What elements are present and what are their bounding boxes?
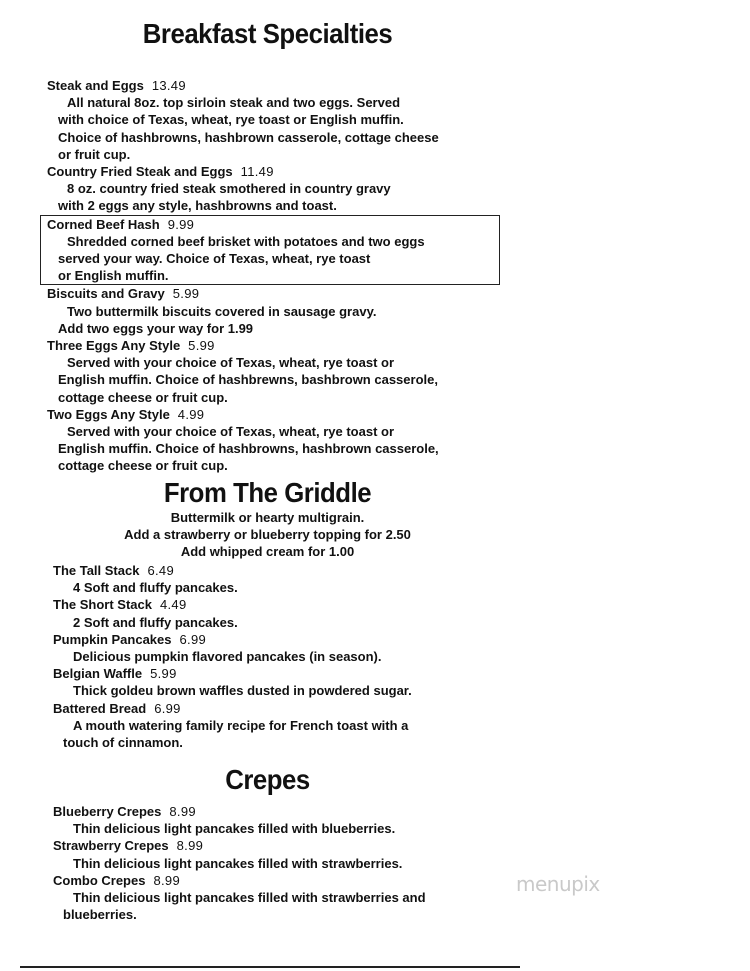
menu-item-description: All natural 8oz. top sirloin steak and two eggs. Served (67, 95, 401, 111)
menu-item (47, 285, 500, 337)
menu-item-name: Steak and Eggs (47, 78, 144, 93)
menu-item-price: 4.99 (177, 406, 205, 422)
menu-item-name: Blueberry Crepes (53, 804, 162, 819)
menu-item-name: Battered Bread (53, 700, 147, 716)
menu-item-description: 8 oz. country fried steak smothered in country gravy (67, 181, 391, 197)
menu-item (53, 837, 426, 871)
menu-item (47, 406, 500, 475)
menu-item (53, 665, 412, 699)
menu-item-header (53, 562, 412, 579)
menu-item-header (47, 216, 499, 233)
menu-item-price: 4.49 (159, 597, 187, 613)
menu-item-description: cottage cheese or fruit cup. (58, 389, 228, 405)
menu-item-description: cottage cheese or fruit cup. (58, 458, 228, 474)
menu-item-header (53, 803, 426, 820)
menu-item-name: Combo Crepes (53, 872, 146, 888)
menu-item-name: Strawberry Crepes (53, 838, 169, 854)
griddle-section (53, 562, 412, 751)
menu-item (47, 77, 500, 163)
menu-item-price: 5.99 (172, 286, 200, 302)
menu-item-description: English muffin. Choice of hashbrewns, bashbrown casserole, (58, 372, 438, 388)
menu-item-header (53, 700, 412, 717)
menu-item-name: Two Eggs Any Style (47, 406, 170, 422)
menu-item-price: 8.99 (176, 838, 204, 854)
menu-item-description: touch of cinnamon. (63, 735, 183, 751)
menu-item-price: 6.99 (179, 631, 207, 647)
griddle-title: From The Griddle (163, 477, 372, 508)
menu-item-description: Two buttermilk biscuits covered in sausage gravy. (67, 303, 377, 319)
griddle-subtitle-line: Buttermilk or hearty multigrain. (170, 510, 365, 525)
menu-item-name: Pumpkin Pancakes (53, 631, 172, 647)
menu-item-description: with 2 eggs any style, hashbrowns and toast. (58, 198, 337, 214)
menu-item-description: English muffin. Choice of hashbrowns, hashbrown casserole, (58, 441, 439, 457)
menu-item-description: 4 Soft and fluffy pancakes. (73, 580, 238, 596)
griddle-subtitle-line: Add a strawberry or blueberry topping for 2.50 (124, 527, 411, 542)
menu-item-description: Served with your choice of Texas, wheat, rye toast or (67, 355, 395, 371)
menu-item (40, 215, 500, 286)
menu-item-description: A mouth watering family recipe for French toast with a (73, 717, 409, 733)
menu-item (53, 631, 412, 665)
crepes-title: Crepes (225, 764, 310, 795)
watermark-logo: menupix (516, 872, 600, 896)
menu-item-description: Served with your choice of Texas, wheat, rye toast or (67, 424, 395, 440)
menu-item (53, 872, 426, 924)
menu-item-description: 2 Soft and fluffy pancakes. (73, 614, 238, 630)
menu-item-price: 9.99 (167, 216, 195, 232)
menu-item-price: 6.99 (154, 700, 181, 716)
menu-item-description: or English muffin. (58, 268, 169, 284)
menu-item-price: 11.49 (240, 164, 274, 180)
breakfast-section (47, 77, 500, 475)
menu-item-price: 8.99 (153, 872, 180, 888)
menu-item-name: Biscuits and Gravy (47, 286, 165, 302)
menu-item-price: 8.99 (169, 804, 196, 819)
menu-item-price: 13.49 (151, 78, 186, 93)
menu-item-description: Thin delicious light pancakes filled with strawberries. (73, 855, 403, 871)
crepes-section (53, 803, 426, 923)
menu-item-description: served your way. Choice of Texas, wheat, rye toast (58, 251, 371, 267)
menu-item-name: Belgian Waffle (53, 666, 143, 682)
menu-item-description: Delicious pumpkin flavored pancakes (in season). (73, 649, 382, 665)
menu-item-name: The Tall Stack (53, 563, 140, 578)
menu-item (53, 562, 412, 596)
menu-item-price: 5.99 (150, 666, 177, 682)
menu-item (53, 596, 412, 630)
menu-item-price: 6.49 (147, 563, 174, 578)
menu-item-header (47, 406, 500, 423)
menu-item-description: Thin delicious light pancakes filled with strawberries and (73, 890, 426, 906)
breakfast-title: Breakfast Specialties (142, 18, 393, 49)
menu-item-header (47, 77, 500, 94)
menu-item-name: Corned Beef Hash (47, 216, 160, 232)
menu-item-header (47, 163, 500, 180)
menu-item-description: Thin delicious light pancakes filled with blueberries. (73, 821, 396, 837)
menu-item-description: blueberries. (63, 907, 137, 923)
menu-item-description: Choice of hashbrowns, hashbrown casserole, cottage cheese (58, 129, 439, 145)
menu-item-description: Add two eggs your way for 1.99 (58, 320, 254, 336)
menu-item-name: Three Eggs Any Style (47, 338, 181, 354)
menu-item-header (47, 285, 500, 302)
griddle-subtitle (0, 509, 535, 560)
menu-item-header (53, 665, 412, 682)
menu-item-header (53, 837, 426, 854)
menu-item (53, 700, 412, 752)
menu-item (53, 803, 426, 837)
menu-item-header (53, 631, 412, 648)
griddle-subtitle-line: Add whipped cream for 1.00 (180, 544, 355, 559)
bottom-divider (20, 966, 520, 968)
menu-item-name: Country Fried Steak and Eggs (47, 164, 233, 180)
menu-item-header (47, 337, 500, 354)
menu-item-description: Thick goldeu brown waffles dusted in powdered sugar. (73, 683, 412, 699)
menu-item-header (53, 872, 426, 889)
menu-item-header (53, 596, 412, 613)
menu-item (47, 163, 500, 215)
menu-item-name: The Short Stack (53, 597, 152, 613)
menu-item (47, 337, 500, 406)
menu-item-description: with choice of Texas, wheat, rye toast or English muffin. (58, 112, 404, 128)
menu-item-description: or fruit cup. (58, 146, 131, 162)
menu-item-price: 5.99 (188, 338, 215, 354)
menu-item-description: Shredded corned beef brisket with potatoes and two eggs (67, 233, 425, 249)
